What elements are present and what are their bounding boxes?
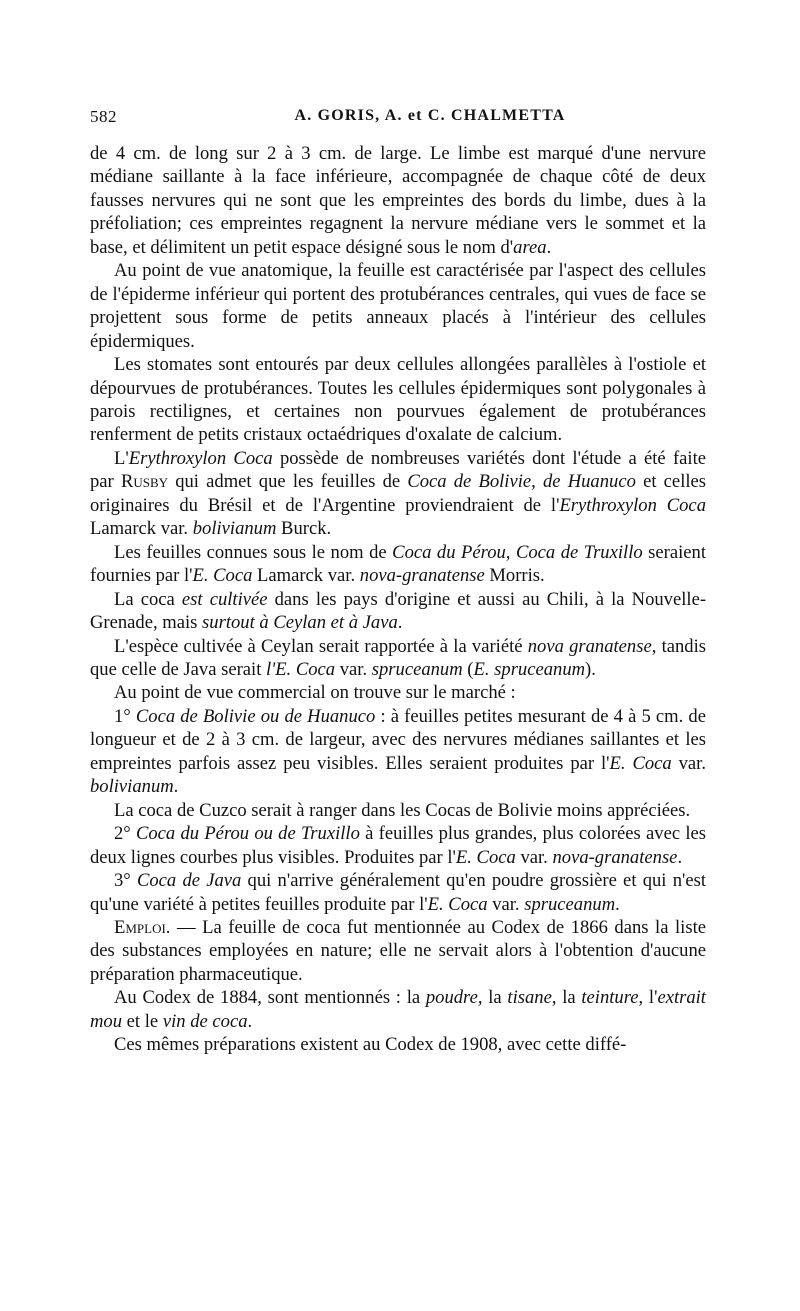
- page-header: [90, 107, 710, 131]
- body-text: [90, 142, 706, 1057]
- text-run: L': [114, 447, 129, 469]
- page-number: 582: [90, 107, 117, 126]
- paragraph: [90, 705, 706, 799]
- italic-run: Coca de Bolivie ou de Huanuco: [135, 705, 376, 727]
- italic-run: teinture: [581, 987, 639, 1009]
- italic-run: spruceanum: [371, 658, 463, 680]
- paragraph: [90, 259, 706, 353]
- italic-run: E. spruceanum: [473, 658, 586, 680]
- text-run: Les feuilles connues sous le nom de: [114, 541, 393, 563]
- text-run: et le: [122, 1010, 163, 1032]
- text-run: : à feuilles petites mesurant de 4 à 5 cm. de longueur et de 2 à 3 cm. de largeur, avec des nervures médianes saillantes et les empreintes parfois assez peu visibles. Elles seraient produites par l': [90, 705, 706, 774]
- text-run: Burck.: [276, 518, 332, 540]
- text-run: .: [247, 1010, 253, 1032]
- paragraph: [90, 799, 706, 822]
- small-caps-run: Rusby: [120, 471, 169, 493]
- text-run: La coca: [114, 588, 182, 610]
- text-run: L'espèce cultivée à Ceylan serait rapportée à la variété: [114, 635, 528, 657]
- paragraph: [90, 635, 706, 682]
- paragraph: [90, 986, 706, 1033]
- text-run: de 4 cm. de long sur 2 à 3 cm. de large. Le limbe est marqué d'une nervure médiane saillante à la face inférieure, accompagnée de chaque côté de deux fausses nervures qui ne sont que les empreintes des bords du limbe, dues à la préfoliation; ces empreintes regagnent la nervure médiane vers le sommet et la base, et délimitent un petit espace désigné sous le nom d': [90, 143, 706, 258]
- italic-run: Coca du Pérou, Coca de Truxillo: [392, 541, 643, 563]
- text-run: qui n'arrive généralement qu'en poudre grossière et qui n'est qu'une variété à petites feuilles produite par l': [90, 870, 706, 915]
- italic-run: Coca du Pérou ou de Truxillo: [135, 823, 360, 845]
- paragraph: [90, 822, 706, 869]
- text-run: .: [677, 846, 683, 868]
- text-run: var.: [487, 893, 525, 915]
- italic-run: tisane: [507, 987, 552, 1009]
- paragraph: [90, 681, 706, 704]
- italic-run: E. Coca: [455, 846, 516, 868]
- text-run: var.: [515, 846, 553, 868]
- text-run: var.: [335, 658, 372, 680]
- text-run: Au point de vue anatomique, la feuille est caractérisée par l'aspect des cellules de l'épiderme inférieur qui portent des protubérances centrales, qui vues de face se projettent sous forme de petits anneaux placés à l'intérieur des cellules épidermiques.: [90, 260, 706, 352]
- text-run: dans les pays d'origine et aussi au Chili, à la Nouvelle-Grenade, mais: [90, 588, 707, 634]
- italic-run: extrait mou: [90, 987, 706, 1032]
- italic-run: area: [513, 236, 547, 258]
- text-run: var.: [671, 752, 706, 774]
- italic-run: bolivianum: [192, 518, 277, 540]
- text-run: Les stomates sont entourés par deux cellules allongées parallèles à l'ostiole et dépourvues de protubérances. Toutes les cellules épidermiques sont polygonales à parois rectilignes, et certaines non pourvues également de protubérances renferment de petits cristaux octaédriques d'oxalate de calcium.: [90, 354, 706, 446]
- text-run: Au Codex de 1884, sont mentionnés : la: [114, 987, 426, 1009]
- text-run: Morris.: [484, 565, 545, 587]
- italic-run: vin de coca: [162, 1010, 248, 1032]
- italic-run: Erythroxylon Coca: [128, 447, 273, 469]
- italic-run: Erythroxylon Coca: [559, 494, 706, 516]
- text-run: ).: [585, 658, 596, 680]
- text-run: Lamarck var.: [90, 518, 193, 540]
- paragraph: [90, 447, 706, 541]
- text-run: , l': [638, 987, 658, 1009]
- italic-run: l'E. Coca: [266, 658, 336, 680]
- text-run: , la: [477, 987, 508, 1009]
- italic-run: nova granatense: [527, 635, 652, 657]
- paragraph: [90, 142, 706, 259]
- paragraph: [90, 1033, 706, 1056]
- text-run: Lamarck var.: [252, 565, 360, 587]
- text-run: .: [397, 612, 403, 634]
- small-caps-run: Emploi.: [114, 916, 171, 938]
- italic-run: bolivianum: [90, 776, 174, 798]
- text-run: , tandis que celle de Java serait: [90, 635, 707, 680]
- paragraph: [90, 588, 706, 635]
- italic-run: poudre: [425, 987, 478, 1009]
- italic-run: E. Coca: [192, 565, 253, 587]
- paragraph: [90, 869, 706, 916]
- text-run: — La feuille de coca fut mentionnée au Codex de 1866 dans la liste des substances employées en nature; elle ne servait alors à l'obtention d'aucune préparation pharmaceutique.: [90, 916, 706, 985]
- text-run: 3°: [114, 870, 137, 892]
- italic-run: E. Coca: [609, 752, 672, 774]
- text-run: 2°: [114, 823, 136, 845]
- text-run: à feuilles plus grandes, plus colorées avec les deux lignes courbes plus visibles. Produites par l': [90, 823, 706, 868]
- running-head: A. GORIS, A. et C. CHALMETTA: [294, 107, 566, 124]
- paragraph: [90, 916, 706, 986]
- text-run: possède de nombreuses variétés dont l'étude a été faite par: [90, 447, 706, 493]
- text-run: Au point de vue commercial on trouve sur le marché :: [114, 682, 516, 704]
- italic-run: nova-granatense: [359, 565, 485, 587]
- italic-run: est cultivée: [181, 588, 268, 610]
- italic-run: spruceanum: [524, 893, 616, 915]
- text-run: (: [462, 658, 474, 680]
- paragraph: [90, 353, 706, 447]
- text-run: .: [546, 236, 552, 258]
- text-run: , la: [551, 987, 582, 1009]
- text-run: seraient fournies par l': [90, 541, 706, 587]
- italic-run: Coca de Bolivie, de Huanuco: [407, 471, 636, 493]
- text-run: .: [615, 893, 620, 915]
- italic-run: nova-granatense: [552, 846, 678, 868]
- text-run: La coca de Cuzco serait à ranger dans les Cocas de Bolivie moins appréciées.: [114, 799, 691, 821]
- text-run: 1°: [114, 705, 136, 727]
- italic-run: Coca de Java: [136, 870, 242, 892]
- text-run: et celles originaires du Brésil et de l'Argentine proviendraient de l': [90, 471, 707, 516]
- italic-run: E. Coca: [427, 893, 488, 915]
- italic-run: surtout à Ceylan et à Java: [202, 612, 398, 634]
- paragraph: [90, 541, 706, 588]
- text-run: .: [173, 776, 179, 798]
- text-run: Ces mêmes préparations existent au Codex de 1908, avec cette diffé-: [114, 1034, 627, 1056]
- text-run: qui admet que les feuilles de: [168, 471, 408, 493]
